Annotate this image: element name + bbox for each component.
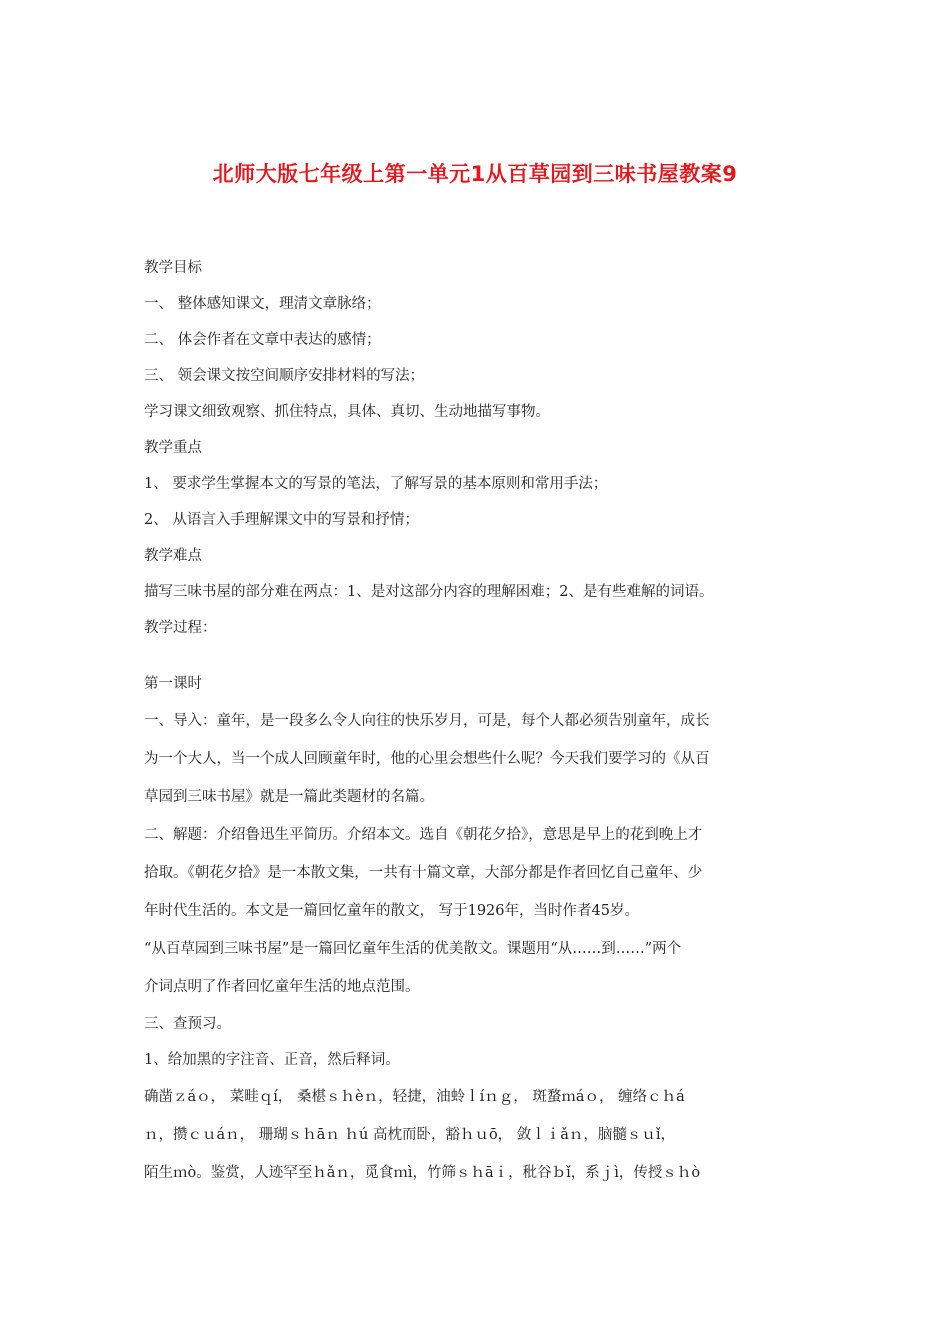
spacer: [144, 646, 814, 666]
paragraph-line: 一、导入：童年，是一段多么令人向往的快乐岁月，可是，每个人都必须告别童年，成长: [144, 713, 710, 729]
paragraph-line: “从百草园到三味书屋”是一篇回忆童年生活的优美散文。课题用“从……到……”两个: [144, 941, 682, 957]
paragraph-line: 为一个大人，当一个成人回顾童年时，他的心里会想些什么呢？今天我们要学习的《从百: [144, 751, 710, 767]
document-body: [144, 250, 814, 1192]
focus-item: 2、 从语言入手理解课文中的写景和抒情；: [144, 512, 419, 528]
heading-teaching-process: 教学过程：: [144, 620, 217, 636]
difficulty-text: 描写三味书屋的部分难在两点：1、是对这部分内容的理解困难；2、是有些难解的词语。: [144, 584, 714, 600]
goal-item: 三、 领会课文按空间顺序安排材料的写法；: [144, 368, 425, 384]
goal-item: 二、 体会作者在文章中表达的感情；: [144, 332, 381, 348]
focus-item: 1、 要求学生掌握本文的写景的笔法，了解写景的基本原则和常用手法；: [144, 476, 608, 492]
paragraph-line: 拾取。《朝花夕拾》是一本散文集，一共有十篇文章，大部分都是作者回忆自己童年、少: [144, 865, 703, 881]
paragraph-line: 草园到三味书屋》就是一篇此类题材的名篇。: [144, 789, 434, 805]
vocab-line: 陌生ｍò。鉴赏，人迹罕至ｈǎｎ，觅食ｍì，竹筛ｓｈāｉ，秕谷ｂǐ，系ｊì，传授ｓｈò: [144, 1165, 701, 1181]
section-heading: 三、查预习。: [144, 1016, 231, 1032]
paragraph-line: 二、解题：介绍鲁迅生平简历。介绍本文。选自《朝花夕拾》，意思是早上的花到晚上才: [144, 827, 703, 843]
vocab-line: 确凿ｚáｏ， 菜畦ｑí， 桑椹ｓｈèｎ，轻捷，油蛉ｌíｎｇ， 斑蝥ｍáｏ， 缠络ｃｈá: [144, 1089, 685, 1105]
heading-teaching-difficulty: 教学难点: [144, 548, 202, 564]
goal-item: 一、 整体感知课文，理清文章脉络；: [144, 296, 381, 312]
vocab-line: ｎ，攒ｃｕáｎ， 珊瑚ｓｈāｎ ｈú 高枕而卧，豁ｈｕō， 敛ｌｉǎｎ，脑髓ｓｕǐ，: [144, 1127, 676, 1143]
instruction-line: 1、给加黑的字注音、正音，然后释词。: [144, 1052, 400, 1068]
heading-first-lesson: 第一课时: [144, 676, 202, 692]
document-title: 北师大版七年级上第一单元1从百草园到三味书屋教案9: [212, 162, 738, 186]
goal-item: 学习课文细致观察、抓住特点，具体、真切、生动地描写事物。: [144, 404, 550, 420]
heading-teaching-goals: 教学目标: [144, 260, 202, 276]
paragraph-line: 介词点明了作者回忆童年生活的地点范围。: [144, 979, 420, 995]
heading-teaching-focus: 教学重点: [144, 440, 202, 456]
paragraph-line: 年时代生活的。本文是一篇回忆童年的散文， 写于1926年，当时作者45岁。: [144, 903, 639, 919]
